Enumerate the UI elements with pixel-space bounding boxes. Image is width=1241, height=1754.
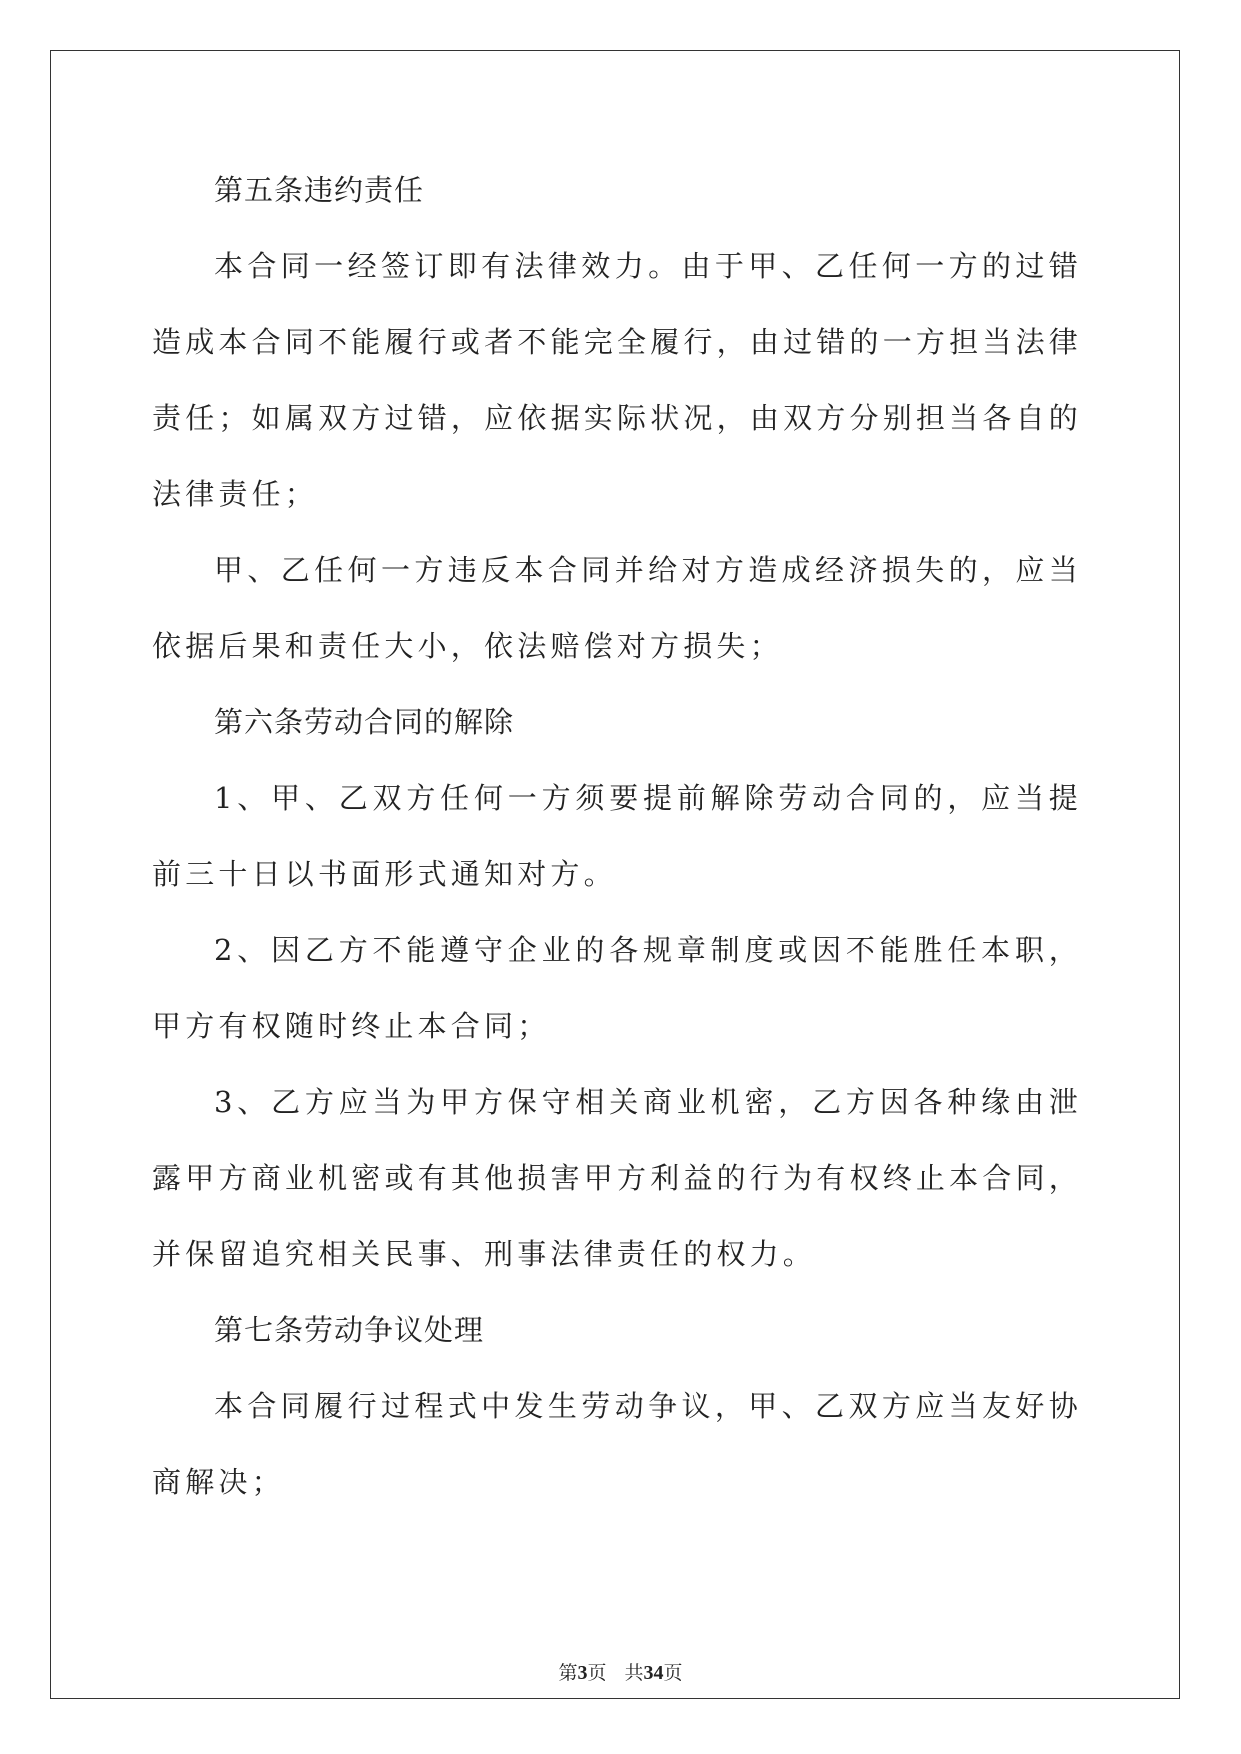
total-prefix: 共	[624, 1662, 644, 1684]
paragraph-termination-2: 2、因乙方不能遵守企业的各规章制度或因不能胜任本职，甲方有权随时终止本合同；	[152, 933, 1082, 1043]
total-pages: 34	[643, 1662, 664, 1684]
paragraph-compensation: 甲、乙任何一方违反本合同并给对方造成经济损失的，应当依据后果和责任大小，依法赔偿对方损失；	[152, 553, 1082, 663]
page-footer	[0, 1658, 1241, 1685]
page-suffix: 页	[587, 1662, 607, 1684]
section-heading-6: 第六条劳动合同的解除	[214, 705, 515, 739]
section-heading-5: 第五条违约责任	[214, 173, 425, 207]
paragraph-liability: 本合同一经签订即有法律效力。由于甲、乙任何一方的过错造成本合同不能履行或者不能完全履行，由过错的一方担当法律责任；如属双方过错，应依据实际状况，由双方分别担当各自的法律责任；	[152, 249, 1082, 511]
page-number: 3	[577, 1662, 588, 1684]
paragraph-termination-3: 3、乙方应当为甲方保守相关商业机密，乙方因各种缘由泄露甲方商业机密或有其他损害甲方利益的行为有权终止本合同，并保留追究相关民事、刑事法律责任的权力。	[152, 1085, 1082, 1271]
page-prefix: 第	[558, 1662, 578, 1684]
total-suffix: 页	[663, 1662, 683, 1684]
document-body	[152, 152, 1082, 1520]
section-heading-7: 第七条劳动争议处理	[214, 1313, 485, 1347]
paragraph-dispute: 本合同履行过程式中发生劳动争议，甲、乙双方应当友好协商解决；	[152, 1389, 1082, 1499]
paragraph-termination-1: 1、甲、乙双方任何一方须要提前解除劳动合同的，应当提前三十日以书面形式通知对方。	[152, 781, 1082, 891]
